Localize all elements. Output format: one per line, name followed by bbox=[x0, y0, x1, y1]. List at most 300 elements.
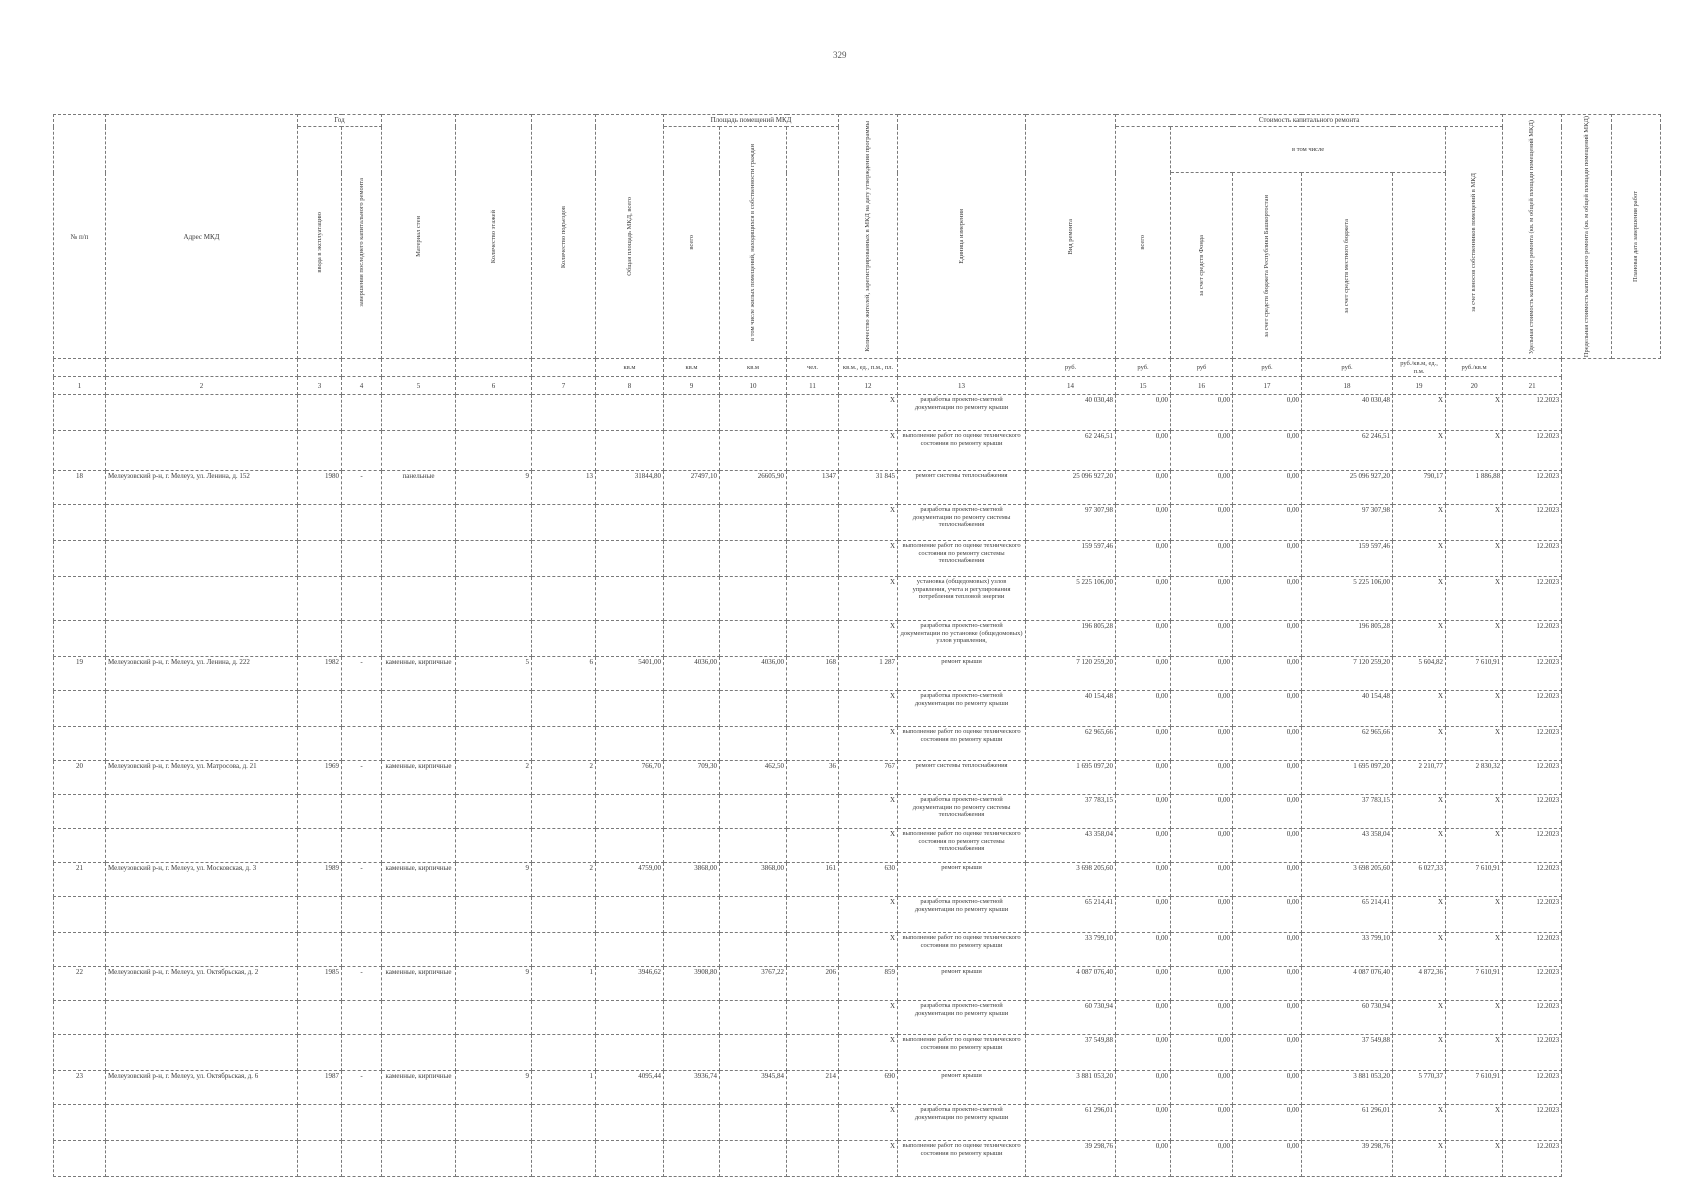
cell-owners: 4 087 076,40 bbox=[1302, 967, 1393, 1001]
cell-material bbox=[382, 431, 456, 471]
cell-area bbox=[596, 621, 664, 657]
cell-local: 0,00 bbox=[1233, 691, 1302, 727]
cell-res bbox=[720, 621, 787, 657]
cell-num: 18 bbox=[54, 471, 106, 505]
cell-local: 0,00 bbox=[1233, 541, 1302, 577]
table-row bbox=[54, 1105, 1661, 1141]
cell-entr bbox=[532, 1105, 596, 1141]
cell-limit: X bbox=[1446, 431, 1503, 471]
cell-area bbox=[596, 1141, 664, 1177]
cell-res bbox=[720, 727, 787, 761]
cell-floors bbox=[456, 505, 532, 541]
cell-limit: X bbox=[1446, 795, 1503, 829]
cell-num: 21 bbox=[54, 863, 106, 897]
cell-last bbox=[342, 1035, 382, 1071]
page-number: 329 bbox=[833, 50, 847, 60]
table-row bbox=[54, 395, 1661, 431]
column-number-cell: 12 bbox=[839, 377, 898, 395]
unit-cell: руб. bbox=[1026, 359, 1116, 377]
cell-area: 5401,00 bbox=[596, 657, 664, 691]
header-planned-date: Плановая дата завершения работ bbox=[1611, 115, 1660, 359]
cell-total: 62 246,51 bbox=[1026, 431, 1116, 471]
cell-year: 1987 bbox=[298, 1071, 342, 1105]
unit-cell: кв.м bbox=[596, 359, 664, 377]
cell-unit: 630 bbox=[839, 863, 898, 897]
cell-work: разработка проектно-сметной документации по ремонту системы теплоснабжения bbox=[898, 795, 1026, 829]
unit-cell bbox=[898, 359, 1026, 377]
cell-area bbox=[596, 395, 664, 431]
cell-prem bbox=[664, 795, 720, 829]
unit-cell bbox=[298, 359, 342, 377]
cell-floors bbox=[456, 395, 532, 431]
table-row bbox=[54, 727, 1661, 761]
cell-num bbox=[54, 897, 106, 933]
cell-floors bbox=[456, 1141, 532, 1177]
cell-res bbox=[720, 577, 787, 621]
cell-floors bbox=[456, 691, 532, 727]
cell-limit: X bbox=[1446, 395, 1503, 431]
cell-limit: X bbox=[1446, 691, 1503, 727]
cell-people: 206 bbox=[787, 967, 839, 1001]
unit-cell: руб./кв.м, ед., п.м. bbox=[1393, 359, 1446, 377]
cell-res bbox=[720, 431, 787, 471]
cell-specific: X bbox=[1393, 395, 1446, 431]
cell-num: 23 bbox=[54, 1071, 106, 1105]
unit-cell: руб. bbox=[1233, 359, 1302, 377]
cell-date: 12.2023 bbox=[1503, 1141, 1562, 1177]
header-entrances: Количество подъездов bbox=[532, 115, 596, 359]
cell-owners: 159 597,46 bbox=[1302, 541, 1393, 577]
cell-limit: 2 830,32 bbox=[1446, 761, 1503, 795]
cell-specific: X bbox=[1393, 795, 1446, 829]
cell-date: 12.2023 bbox=[1503, 577, 1562, 621]
cell-num bbox=[54, 395, 106, 431]
cell-year: 1969 bbox=[298, 761, 342, 795]
cell-fund: 0,00 bbox=[1116, 577, 1171, 621]
cell-floors bbox=[456, 431, 532, 471]
cell-year bbox=[298, 1141, 342, 1177]
cell-fund: 0,00 bbox=[1116, 1141, 1171, 1177]
table-row bbox=[54, 621, 1661, 657]
cell-entr bbox=[532, 621, 596, 657]
cell-unit: X bbox=[839, 691, 898, 727]
table-header bbox=[54, 115, 1661, 395]
cell-num bbox=[54, 1105, 106, 1141]
cell-specific: 5 604,82 bbox=[1393, 657, 1446, 691]
cell-total: 43 358,04 bbox=[1026, 829, 1116, 863]
cell-date: 12.2023 bbox=[1503, 897, 1562, 933]
cell-entr bbox=[532, 1001, 596, 1035]
cell-people bbox=[787, 431, 839, 471]
cell-area bbox=[596, 505, 664, 541]
cell-entr: 6 bbox=[532, 657, 596, 691]
cell-local: 0,00 bbox=[1233, 761, 1302, 795]
cell-area bbox=[596, 1105, 664, 1141]
cell-floors bbox=[456, 577, 532, 621]
cell-address: Мелеузовский р-н, г. Мелеуз, ул. Ленина, д. 222 bbox=[106, 657, 298, 691]
cell-limit: X bbox=[1446, 727, 1503, 761]
cell-people bbox=[787, 897, 839, 933]
cell-work: ремонт крыши bbox=[898, 967, 1026, 1001]
cell-area bbox=[596, 1001, 664, 1035]
cell-fund: 0,00 bbox=[1116, 431, 1171, 471]
cell-res bbox=[720, 795, 787, 829]
cell-material bbox=[382, 1105, 456, 1141]
cell-owners: 37 549,88 bbox=[1302, 1035, 1393, 1071]
cell-limit: X bbox=[1446, 1105, 1503, 1141]
cell-local: 0,00 bbox=[1233, 795, 1302, 829]
cell-year bbox=[298, 1001, 342, 1035]
cell-address bbox=[106, 933, 298, 967]
cell-fund: 0,00 bbox=[1116, 897, 1171, 933]
cell-address bbox=[106, 829, 298, 863]
cell-entr: 2 bbox=[532, 863, 596, 897]
cell-prem bbox=[664, 933, 720, 967]
cell-limit: 7 610,91 bbox=[1446, 863, 1503, 897]
table-row bbox=[54, 1035, 1661, 1071]
cell-floors bbox=[456, 621, 532, 657]
cell-rb: 0,00 bbox=[1171, 577, 1233, 621]
cell-area bbox=[596, 1035, 664, 1071]
header-cost-fund: за счет средств Фонда bbox=[1171, 173, 1233, 359]
column-number-cell: 1 bbox=[54, 377, 106, 395]
cell-local: 0,00 bbox=[1233, 829, 1302, 863]
cell-limit: 7 610,91 bbox=[1446, 1071, 1503, 1105]
cell-date: 12.2023 bbox=[1503, 1105, 1562, 1141]
cell-res: 4036,00 bbox=[720, 657, 787, 691]
cell-year bbox=[298, 829, 342, 863]
cell-date: 12.2023 bbox=[1503, 691, 1562, 727]
table-row bbox=[54, 471, 1661, 505]
cell-date: 12.2023 bbox=[1503, 541, 1562, 577]
table-row bbox=[54, 829, 1661, 863]
cell-local: 0,00 bbox=[1233, 577, 1302, 621]
cell-res bbox=[720, 1141, 787, 1177]
cell-total: 25 096 927,20 bbox=[1026, 471, 1116, 505]
cell-last bbox=[342, 505, 382, 541]
cell-address bbox=[106, 577, 298, 621]
cell-prem bbox=[664, 897, 720, 933]
cell-unit: 1 287 bbox=[839, 657, 898, 691]
cell-total: 7 120 259,20 bbox=[1026, 657, 1116, 691]
cell-people bbox=[787, 621, 839, 657]
cell-entr bbox=[532, 505, 596, 541]
cell-rb: 0,00 bbox=[1171, 933, 1233, 967]
cell-area bbox=[596, 431, 664, 471]
cell-unit: X bbox=[839, 431, 898, 471]
cell-fund: 0,00 bbox=[1116, 1105, 1171, 1141]
cell-res: 3868,00 bbox=[720, 863, 787, 897]
unit-cell: руб bbox=[1171, 359, 1233, 377]
cell-last: - bbox=[342, 863, 382, 897]
cell-local: 0,00 bbox=[1233, 621, 1302, 657]
cell-date: 12.2023 bbox=[1503, 933, 1562, 967]
cell-entr bbox=[532, 795, 596, 829]
cell-prem bbox=[664, 577, 720, 621]
table-row bbox=[54, 1001, 1661, 1035]
column-number-cell: 4 bbox=[342, 377, 382, 395]
cell-floors bbox=[456, 1001, 532, 1035]
cell-work: разработка проектно-сметной документации по ремонту крыши bbox=[898, 691, 1026, 727]
cell-last bbox=[342, 621, 382, 657]
cell-people bbox=[787, 1141, 839, 1177]
cell-floors bbox=[456, 933, 532, 967]
header-area-nonresidential bbox=[787, 127, 839, 359]
cell-prem bbox=[664, 829, 720, 863]
cell-year bbox=[298, 505, 342, 541]
cell-address bbox=[106, 691, 298, 727]
cell-material bbox=[382, 933, 456, 967]
cell-entr: 2 bbox=[532, 761, 596, 795]
cell-floors bbox=[456, 727, 532, 761]
cell-rb: 0,00 bbox=[1171, 657, 1233, 691]
cell-entr bbox=[532, 395, 596, 431]
cell-prem bbox=[664, 1105, 720, 1141]
cell-fund: 0,00 bbox=[1116, 691, 1171, 727]
cell-last bbox=[342, 577, 382, 621]
cell-specific: X bbox=[1393, 933, 1446, 967]
cell-num bbox=[54, 1035, 106, 1071]
cell-prem: 27497,10 bbox=[664, 471, 720, 505]
cell-unit: 690 bbox=[839, 1071, 898, 1105]
header-area-residential: в том числе жилых помещений, находящихся в собственности граждан bbox=[720, 127, 787, 359]
unit-cell: руб. bbox=[1116, 359, 1171, 377]
cell-material bbox=[382, 691, 456, 727]
cell-specific: X bbox=[1393, 1105, 1446, 1141]
table-row bbox=[54, 863, 1661, 897]
cell-num: 20 bbox=[54, 761, 106, 795]
cell-total: 5 225 106,00 bbox=[1026, 577, 1116, 621]
cell-work: ремонт системы теплоснабжения bbox=[898, 761, 1026, 795]
cell-prem bbox=[664, 1035, 720, 1071]
cell-address bbox=[106, 1105, 298, 1141]
cell-local: 0,00 bbox=[1233, 431, 1302, 471]
cell-date: 12.2023 bbox=[1503, 795, 1562, 829]
cell-work: ремонт крыши bbox=[898, 657, 1026, 691]
cell-res bbox=[720, 829, 787, 863]
repair-program-table-wrapper bbox=[53, 114, 1661, 1177]
cell-prem bbox=[664, 431, 720, 471]
cell-total: 33 799,10 bbox=[1026, 933, 1116, 967]
cell-unit: X bbox=[839, 933, 898, 967]
cell-address bbox=[106, 897, 298, 933]
cell-total: 39 298,76 bbox=[1026, 1141, 1116, 1177]
cell-people: 1347 bbox=[787, 471, 839, 505]
cell-material bbox=[382, 795, 456, 829]
cell-specific: X bbox=[1393, 1035, 1446, 1071]
column-numbers-row bbox=[54, 377, 1661, 395]
cell-limit: X bbox=[1446, 577, 1503, 621]
cell-last bbox=[342, 933, 382, 967]
table-row bbox=[54, 1071, 1661, 1105]
cell-owners: 62 246,51 bbox=[1302, 431, 1393, 471]
header-cost-republic: за счет средств бюджета Республики Башкортостан bbox=[1233, 173, 1302, 359]
cell-address bbox=[106, 1141, 298, 1177]
cell-num bbox=[54, 691, 106, 727]
cell-entr bbox=[532, 933, 596, 967]
cell-year bbox=[298, 795, 342, 829]
cell-date: 12.2023 bbox=[1503, 829, 1562, 863]
cell-local: 0,00 bbox=[1233, 1001, 1302, 1035]
header-repair-type: Вид ремонта bbox=[1026, 115, 1116, 359]
cell-local: 0,00 bbox=[1233, 505, 1302, 541]
cell-total: 37 549,88 bbox=[1026, 1035, 1116, 1071]
cell-address bbox=[106, 395, 298, 431]
header-cost-local: за счет средств местного бюджета bbox=[1302, 173, 1393, 359]
cell-res bbox=[720, 691, 787, 727]
cell-owners: 5 225 106,00 bbox=[1302, 577, 1393, 621]
cell-people bbox=[787, 691, 839, 727]
header-residents: Количество жителей, зарегистрированных в МКД на дату утверждения программы bbox=[839, 115, 898, 359]
unit-cell: кв.м., ед., п.м., пл. bbox=[839, 359, 898, 377]
cell-last bbox=[342, 829, 382, 863]
cell-date: 12.2023 bbox=[1503, 1001, 1562, 1035]
cell-num: 22 bbox=[54, 967, 106, 1001]
cell-owners: 40 154,48 bbox=[1302, 691, 1393, 727]
cell-fund: 0,00 bbox=[1116, 795, 1171, 829]
cell-rb: 0,00 bbox=[1171, 431, 1233, 471]
cell-last bbox=[342, 431, 382, 471]
cell-fund: 0,00 bbox=[1116, 657, 1171, 691]
cell-unit: X bbox=[839, 829, 898, 863]
unit-cell: кв.м bbox=[664, 359, 720, 377]
cell-address: Мелеузовский р-н, г. Мелеуз, ул. Ленина, д. 152 bbox=[106, 471, 298, 505]
header-total-area: Общая площадь МКД, всего bbox=[596, 115, 664, 359]
column-number-cell: 20 bbox=[1446, 377, 1503, 395]
cell-last bbox=[342, 795, 382, 829]
cell-date: 12.2023 bbox=[1503, 657, 1562, 691]
cell-limit: 7 610,91 bbox=[1446, 967, 1503, 1001]
cell-people bbox=[787, 933, 839, 967]
cell-limit: X bbox=[1446, 829, 1503, 863]
cell-fund: 0,00 bbox=[1116, 967, 1171, 1001]
cell-rb: 0,00 bbox=[1171, 863, 1233, 897]
cell-people bbox=[787, 727, 839, 761]
cell-specific: X bbox=[1393, 691, 1446, 727]
cell-date: 12.2023 bbox=[1503, 967, 1562, 1001]
cell-rb: 0,00 bbox=[1171, 691, 1233, 727]
cell-local: 0,00 bbox=[1233, 863, 1302, 897]
cell-specific: X bbox=[1393, 577, 1446, 621]
cell-address: Мелеузовский р-н, г. Мелеуз, ул. Октябрьская, д. 6 bbox=[106, 1071, 298, 1105]
cell-address: Мелеузовский р-н, г. Мелеуз, ул. Матросова, д. 21 bbox=[106, 761, 298, 795]
cell-specific: 5 770,37 bbox=[1393, 1071, 1446, 1105]
cell-date: 12.2023 bbox=[1503, 863, 1562, 897]
cell-floors: 9 bbox=[456, 967, 532, 1001]
cell-total: 159 597,46 bbox=[1026, 541, 1116, 577]
cell-unit: X bbox=[839, 727, 898, 761]
cell-res bbox=[720, 395, 787, 431]
cell-address bbox=[106, 795, 298, 829]
cell-num bbox=[54, 577, 106, 621]
cell-total: 97 307,98 bbox=[1026, 505, 1116, 541]
cell-owners: 43 358,04 bbox=[1302, 829, 1393, 863]
cell-res bbox=[720, 933, 787, 967]
cell-area bbox=[596, 541, 664, 577]
cell-material bbox=[382, 577, 456, 621]
column-number-cell: 9 bbox=[664, 377, 720, 395]
cell-entr bbox=[532, 541, 596, 577]
cell-total: 61 296,01 bbox=[1026, 1105, 1116, 1141]
cell-num bbox=[54, 505, 106, 541]
cell-last bbox=[342, 1001, 382, 1035]
cell-local: 0,00 bbox=[1233, 1035, 1302, 1071]
cell-unit: X bbox=[839, 1001, 898, 1035]
cell-area bbox=[596, 829, 664, 863]
column-number-cell: 3 bbox=[298, 377, 342, 395]
cell-specific: X bbox=[1393, 829, 1446, 863]
cell-specific: X bbox=[1393, 727, 1446, 761]
cell-specific: X bbox=[1393, 541, 1446, 577]
cell-year bbox=[298, 395, 342, 431]
cell-num: 19 bbox=[54, 657, 106, 691]
cell-specific: 4 872,36 bbox=[1393, 967, 1446, 1001]
cell-last bbox=[342, 1141, 382, 1177]
cell-entr bbox=[532, 829, 596, 863]
cell-local: 0,00 bbox=[1233, 471, 1302, 505]
cell-area: 4759,00 bbox=[596, 863, 664, 897]
cell-local: 0,00 bbox=[1233, 1071, 1302, 1105]
cell-num bbox=[54, 431, 106, 471]
header-area-all: всего bbox=[664, 127, 720, 359]
cell-specific: X bbox=[1393, 431, 1446, 471]
table-row bbox=[54, 505, 1661, 541]
cell-people: 168 bbox=[787, 657, 839, 691]
header-year-commission: ввода в эксплуатацию bbox=[298, 127, 342, 359]
cell-rb: 0,00 bbox=[1171, 761, 1233, 795]
header-group-cost: Стоимость капитального ремонта bbox=[1116, 115, 1503, 127]
cell-limit: X bbox=[1446, 1001, 1503, 1035]
cell-entr: 1 bbox=[532, 967, 596, 1001]
cell-fund: 0,00 bbox=[1116, 829, 1171, 863]
cell-num bbox=[54, 1141, 106, 1177]
cell-unit: X bbox=[839, 621, 898, 657]
cell-entr bbox=[532, 1035, 596, 1071]
cell-area bbox=[596, 933, 664, 967]
cell-prem bbox=[664, 505, 720, 541]
cell-floors: 9 bbox=[456, 1071, 532, 1105]
unit-cell bbox=[1503, 359, 1562, 377]
cell-rb: 0,00 bbox=[1171, 1071, 1233, 1105]
cell-work: ремонт крыши bbox=[898, 1071, 1026, 1105]
cell-specific: 790,17 bbox=[1393, 471, 1446, 505]
cell-prem bbox=[664, 1141, 720, 1177]
cell-work: разработка проектно-сметной документации по ремонту системы теплоснабжения bbox=[898, 505, 1026, 541]
header-address: Адрес МКД bbox=[106, 115, 298, 359]
cell-work: ремонт системы теплоснабжения bbox=[898, 471, 1026, 505]
cell-fund: 0,00 bbox=[1116, 1035, 1171, 1071]
cell-year bbox=[298, 933, 342, 967]
cell-people bbox=[787, 1001, 839, 1035]
cell-people bbox=[787, 505, 839, 541]
cell-fund: 0,00 bbox=[1116, 505, 1171, 541]
cell-owners: 40 030,48 bbox=[1302, 395, 1393, 431]
cell-res bbox=[720, 1001, 787, 1035]
cell-specific: X bbox=[1393, 1001, 1446, 1035]
cell-prem: 3908,80 bbox=[664, 967, 720, 1001]
cell-floors bbox=[456, 795, 532, 829]
cell-specific: X bbox=[1393, 621, 1446, 657]
header-limit-cost: Предельная стоимость капитального ремонта (кв. м общей площади помещений МКД) bbox=[1562, 115, 1611, 359]
cell-floors bbox=[456, 541, 532, 577]
cell-date: 12.2023 bbox=[1503, 471, 1562, 505]
cell-fund: 0,00 bbox=[1116, 761, 1171, 795]
cell-floors: 9 bbox=[456, 863, 532, 897]
cell-material bbox=[382, 1035, 456, 1071]
cell-floors: 5 bbox=[456, 657, 532, 691]
cell-last bbox=[342, 541, 382, 577]
cell-address: Мелеузовский р-н, г. Мелеуз, ул. Октябрьская, д. 2 bbox=[106, 967, 298, 1001]
